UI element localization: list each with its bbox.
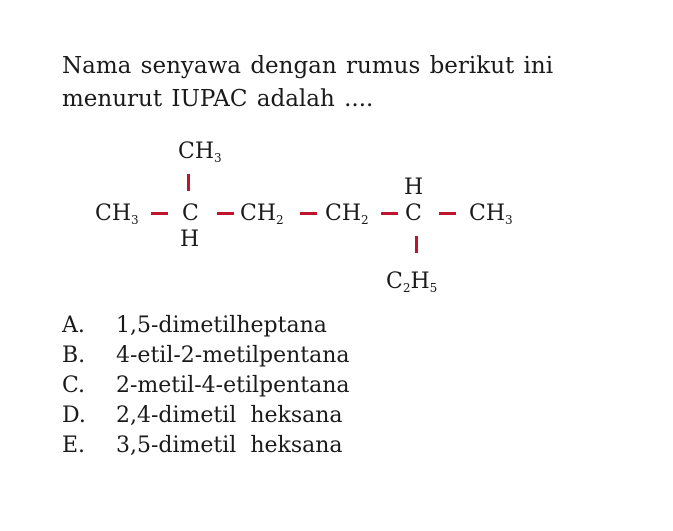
option-text: 4-etil-2-metilpentana (116, 343, 350, 368)
option-text: 3,5-dimetil heksana (116, 433, 343, 458)
c2-hydrogen: H (180, 227, 200, 252)
option-c[interactable] (62, 371, 350, 401)
bond-c5-c6 (439, 212, 456, 215)
option-a[interactable] (62, 311, 350, 341)
option-letter: E. (62, 433, 86, 458)
c5-hydrogen: H (404, 175, 424, 200)
option-e[interactable] (62, 431, 350, 461)
chain-atom-c4: $CH_2$ (325, 201, 369, 227)
option-letter: B. (62, 343, 86, 368)
bond-c4-c5 (381, 212, 398, 215)
option-text: 2,4-dimetil heksana (116, 403, 343, 428)
chain-atom-c1: $CH_3$ (95, 201, 139, 227)
option-letter: A. (62, 313, 85, 338)
option-b[interactable] (62, 341, 350, 371)
question-line-2: menurut IUPAC adalah .... (62, 86, 374, 112)
question-line-1: Nama senyawa dengan rumus berikut ini (62, 53, 554, 79)
bottom-ethyl-group: $C_2H_5$ (386, 269, 438, 295)
bond-c5-ethyl (415, 236, 418, 253)
option-letter: C. (62, 373, 86, 398)
option-text: 2-metil-4-etilpentana (116, 373, 350, 398)
option-d[interactable] (62, 401, 350, 431)
chain-atom-c6: $CH_3$ (469, 201, 513, 227)
chain-atom-c5: C (405, 201, 422, 226)
answer-options (62, 311, 350, 461)
bond-c2-top-methyl (187, 174, 190, 191)
option-text: 1,5-dimetilheptana (116, 313, 327, 338)
option-letter: D. (62, 403, 86, 428)
bond-c2-c3 (217, 212, 234, 215)
bond-c1-c2 (151, 212, 168, 215)
chain-atom-c2: C (182, 201, 199, 226)
bond-c3-c4 (300, 212, 317, 215)
chain-atom-c3: $CH_2$ (240, 201, 284, 227)
top-methyl-group: $CH_3$ (178, 139, 222, 165)
